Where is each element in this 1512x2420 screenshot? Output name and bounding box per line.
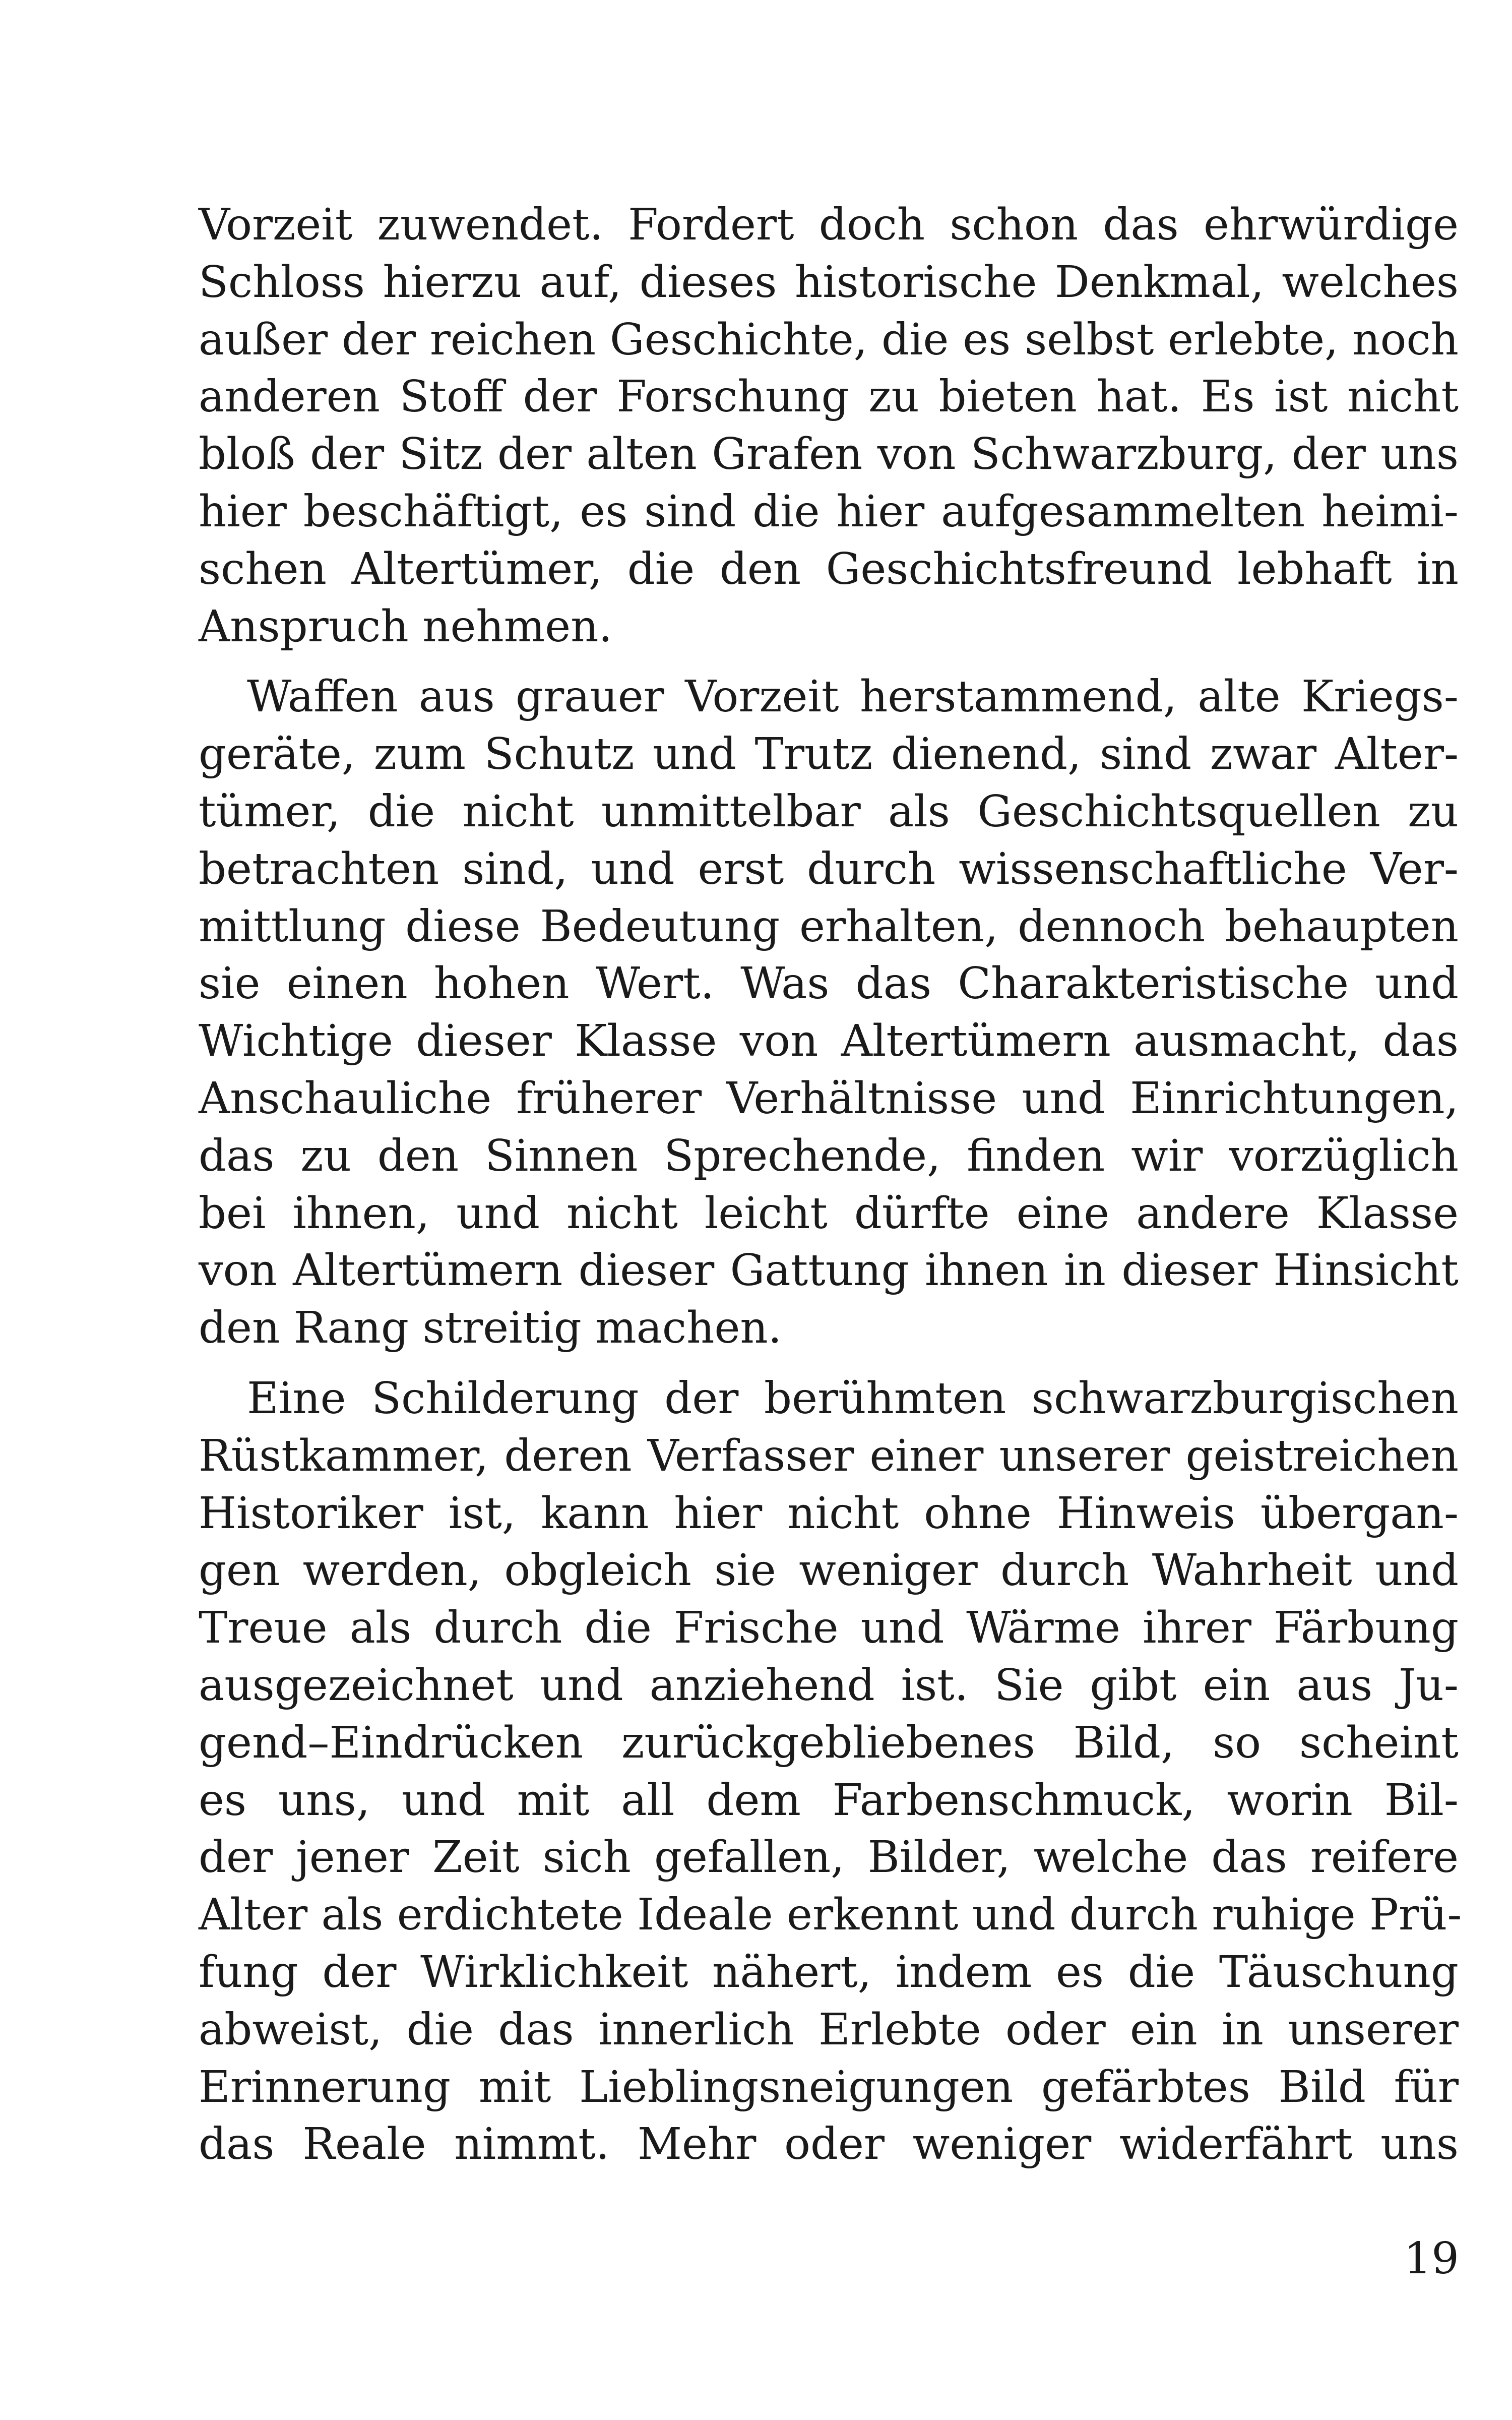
paragraph-3 xyxy=(199,1370,1462,2173)
text-line: anderen Stoff der Forschung zu bieten hat. Es ist nicht xyxy=(199,372,1459,422)
text-line: Vorzeit zuwendet. Fordert doch schon das ehrwürdige xyxy=(199,200,1459,250)
text-line: den Rang streitig machen. xyxy=(199,1303,782,1354)
text-line: schen Altertümer, die den Geschichtsfreund lebhaft in xyxy=(199,543,1459,594)
text-line: tümer, die nicht unmittelbar als Geschichtsquellen zu xyxy=(199,786,1459,837)
text-line: gen werden, obgleich sie weniger durch Wahrheit und xyxy=(199,1545,1459,1596)
text-line: Wichtige dieser Klasse von Altertümern ausmacht, das xyxy=(199,1016,1459,1067)
text-line: Treue als durch die Frische und Wärme ihrer Färbung xyxy=(199,1603,1459,1654)
text-line: außer der reichen Geschichte, die es selbst erlebte, noch xyxy=(199,314,1459,365)
page-number: 19 xyxy=(1404,2233,1459,2284)
text-line: das Reale nimmt. Mehr oder weniger widerfährt uns xyxy=(199,2119,1459,2170)
text-line: Anspruch nehmen. xyxy=(199,601,612,652)
text-line: ausgezeichnet und anziehend ist. Sie gibt ein aus Ju- xyxy=(199,1660,1459,1711)
text-line: Erinnerung mit Lieblingsneigungen gefärbtes Bild für xyxy=(199,2062,1459,2112)
text-line: es uns, und mit all dem Farbenschmuck, worin Bil- xyxy=(199,1775,1459,1826)
paragraph-2 xyxy=(199,669,1459,1357)
text-line: Waffen aus grauer Vorzeit herstammend, alte Kriegs- xyxy=(247,672,1459,722)
text-line: mittlung diese Bedeutung erhalten, dennoch behaupten xyxy=(199,901,1459,952)
text-line: bei ihnen, und nicht leicht dürfte eine andere Klasse xyxy=(199,1188,1459,1239)
paragraph-1 xyxy=(199,197,1459,655)
text-line: sie einen hohen Wert. Was das Charakteristische und xyxy=(199,958,1459,1009)
text-line: Schloss hierzu auf, dieses historische Denkmal, welches xyxy=(199,257,1459,308)
text-line: hier beschäftigt, es sind die hier aufgesammelten heimi- xyxy=(199,486,1459,537)
text-line: abweist, die das innerlich Erlebte oder ein in unserer xyxy=(199,2004,1459,2055)
text-line: der jener Zeit sich gefallen, Bilder, welche das reifere xyxy=(199,1832,1459,1883)
text-line: Alter als erdichtete Ideale erkennt und durch ruhige Prü- xyxy=(199,1890,1462,1941)
text-line: Historiker ist, kann hier nicht ohne Hinweis übergan- xyxy=(199,1488,1459,1539)
text-line: gend–Eindrücken zurückgebliebenes Bild, so scheint xyxy=(199,1717,1459,1768)
text-line: bloß der Sitz der alten Grafen von Schwarzburg, der uns xyxy=(199,429,1459,480)
text-line: Anschauliche früherer Verhältnisse und Einrichtungen, xyxy=(199,1073,1459,1124)
text-line: fung der Wirklichkeit nähert, indem es die Täuschung xyxy=(199,1947,1459,1998)
text-line: geräte, zum Schutz und Trutz dienend, sind zwar Alter- xyxy=(199,729,1459,780)
body-text xyxy=(199,197,1462,2173)
text-line: von Altertümern dieser Gattung ihnen in dieser Hinsicht xyxy=(199,1245,1459,1296)
text-line: Eine Schilderung der berühmten schwarzburgischen xyxy=(247,1373,1459,1424)
text-line: das zu den Sinnen Sprechende, finden wir vorzüglich xyxy=(199,1130,1459,1181)
text-line: Rüstkammer, deren Verfasser einer unserer geistreichen xyxy=(199,1430,1459,1481)
text-line: betrachten sind, und erst durch wissenschaftliche Ver- xyxy=(199,843,1459,894)
